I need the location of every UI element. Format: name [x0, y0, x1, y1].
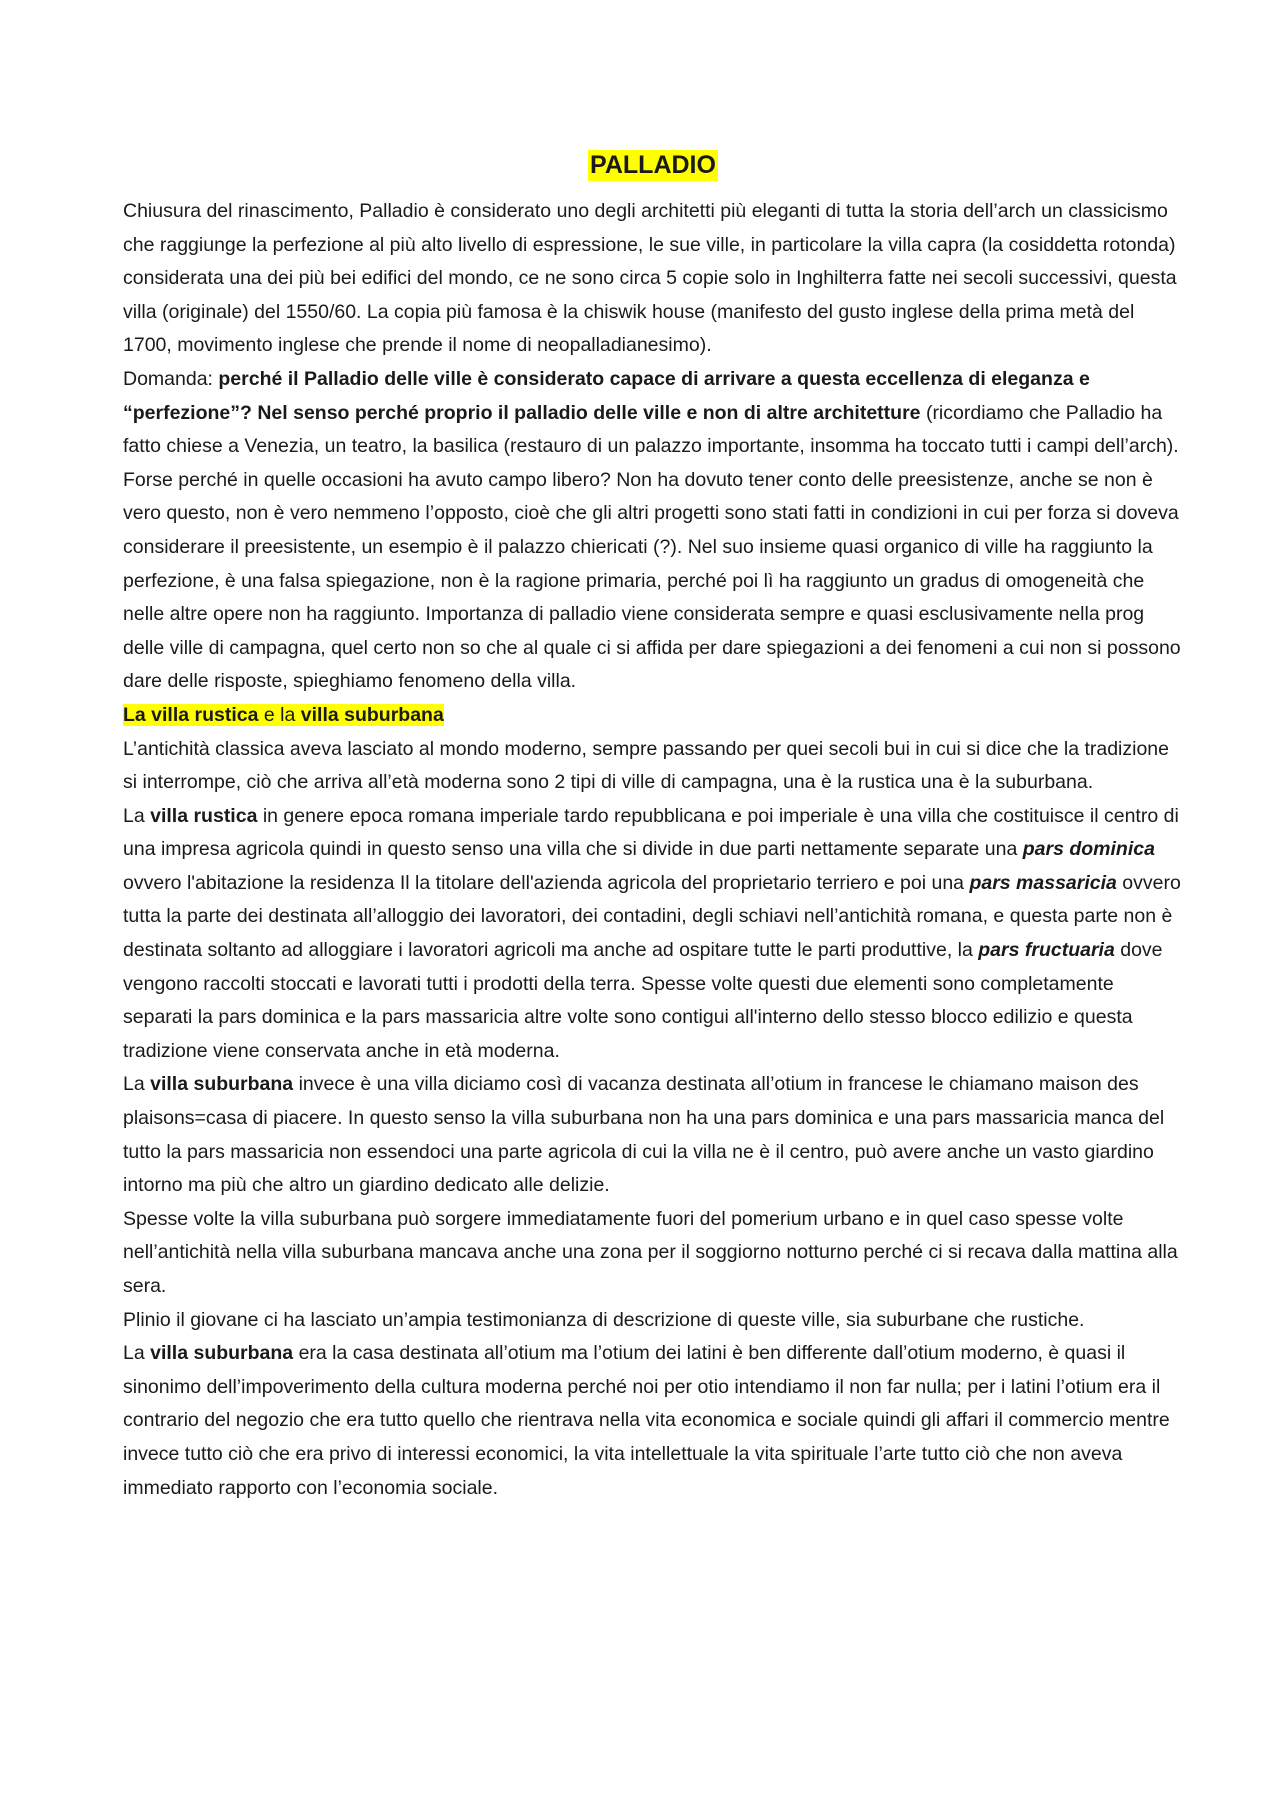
p4-c: in genere epoca romana imperiale tardo repubblicana e poi imperiale è una villa che costituisce il centro di una impresa agricola quindi in questo senso una villa che si divide in due parti nettamente separate una — [123, 804, 1179, 861]
p4-a: La — [123, 804, 151, 827]
paragraph-villa-suburbana — [123, 1068, 1183, 1202]
term-pars-fructuaria: pars fructuaria — [978, 939, 1115, 962]
p5-a: La — [123, 1073, 151, 1096]
paragraph-plinio: Plinio il giovane ci ha lasciato un’ampia testimonianza di descrizione di queste ville, sia suburbane che rustiche. — [123, 1308, 1085, 1331]
term-pars-dominica: pars dominica — [1022, 838, 1155, 861]
question-rest: (ricordiamo che Palladio ha fatto chiese a Venezia, un teatro, la basilica (restauro di un palazzo importante, insomma ha toccato tutti i campi dell’arch). Forse perché in quelle occasioni ha avuto campo libero? Non ha dovuto tener conto delle preesistenze, anche se non è vero questo, non è vero nemmeno l’opposto, cioè che gli altri progetti sono stati fatti in condizioni in cui per forza si doveva considerare il preesistente, un esempio è il palazzo chiericati (?). Nel suo insieme quasi organico di ville ha raggiunto la perfezione, è una falsa spiegazione, non è la ragione primaria, perché poi lì ha raggiunto un gradus di omogeneità che nelle altre opere non ha raggiunto. Importanza di palladio viene considerata sempre e quasi esclusivamente nella prog delle ville di campagna, quel certo non so che al quale ci si affida per dare spiegazioni a dei fenomeni a cui non si possono dare delle risposte, spieghiamo fenomeno della villa. — [123, 401, 1181, 693]
page-title: PALLADIO — [590, 151, 716, 179]
p4-g: ovvero tutta la parte dei destinata all’alloggio dei lavoratori, dei contadini, degli schiavi nell’antichità romana, e questa parte non è destinata soltanto ad alloggiare i lavoratori agricoli ma anche ad ospitare tutte le parti produttive, la — [123, 871, 1181, 962]
p4-i: dove vengono raccolti stoccati e lavorati tutti i prodotti della terra. Spesse volte questi due elementi sono completamente separati la pars dominica e la pars massaricia altre volte sono contigui all'interno dello stesso blocco edilizio e questa tradizione viene conservata anche in età moderna. — [123, 939, 1163, 1062]
document-page — [123, 150, 1183, 1505]
term-villa-suburbana: villa suburbana — [150, 1073, 294, 1096]
title-wrap — [123, 150, 1183, 181]
section-heading — [123, 699, 1183, 733]
paragraph-villa-rustica — [123, 800, 1183, 1069]
question-bold: perché il Palladio delle ville è considerato capace di arrivare a questa eccellenza di eleganza e “perfezione”? Nel senso perché proprio il palladio delle ville e non di altre architetture — [123, 367, 1090, 424]
heading-villa-suburbana: villa suburbana — [300, 703, 444, 726]
term-villa-suburbana-otium: villa suburbana — [150, 1342, 294, 1365]
paragraph-intro: Chiusura del rinascimento, Palladio è considerato uno degli architetti più eleganti di tutta la storia dell’arch un classicismo che raggiunge la perfezione al più alto livello di espressione, le sue ville, in particolare la villa capra (la cosiddetta rotonda) considerata una dei più bei edifici del mondo, ce ne sono circa 5 copie solo in Inghilterra fatte nei secoli successivi, questa villa (originale) del 1550/60. La copia più famosa è la chiswik house (manifesto del gusto inglese della prima metà del 1700, movimento inglese che prende il nome di neopalladianesimo). — [123, 200, 1177, 357]
heading-connector: e la — [258, 703, 301, 726]
question-lead: Domanda: — [123, 367, 219, 390]
p5-c: invece è una villa diciamo così di vacanza destinata all’otium in francese le chiamano maison des plaisons=casa di piacere. In questo senso la villa suburbana non ha una pars dominica e una pars massaricia manca del tutto la pars massaricia non essendoci una parte agricola di cui la villa ne è il centro, può avere anche un vasto giardino intorno ma più che altro un giardino dedicato alle delizie. — [123, 1073, 1165, 1197]
heading-villa-rustica: La villa rustica — [123, 703, 259, 726]
paragraph-pomerium: Spesse volte la villa suburbana può sorgere immediatamente fuori del pomerium urbano e in quel caso spesse volte nell’antichità nella villa suburbana mancava anche una zona per il soggiorno notturno perché ci si recava dalla mattina alla sera. — [123, 1207, 1178, 1297]
paragraph-question — [123, 363, 1183, 699]
paragraph-otium — [123, 1337, 1183, 1505]
section-heading-highlight — [123, 704, 444, 726]
term-pars-massaricia: pars massaricia — [969, 871, 1117, 894]
p8-a: La — [123, 1342, 151, 1365]
paragraph-antiquity: L’antichità classica aveva lasciato al mondo moderno, sempre passando per quei secoli bui in cui si dice che la tradizione si interrompe, ciò che arriva all’età moderna sono 2 tipi di ville di campagna, una è la rustica una è la suburbana. — [123, 737, 1170, 794]
p8-c: era la casa destinata all’otium ma l’otium dei latini è ben differente dall’otium moderno, è quasi il sinonimo dell’impoverimento della cultura moderna perché noi per otio intendiamo il non far nulla; per i latini l’otium era il contrario del negozio che era tutto quello che rientrava nella vita economica e sociale quindi gli affari il commercio mentre invece tutto ciò che era privo di interessi economici, la vita intellettuale la vita spirituale l’arte tutto ciò che non aveva immediato rapporto con l’economia sociale. — [123, 1342, 1170, 1499]
term-villa-rustica: villa rustica — [150, 804, 258, 827]
p4-e: ovvero l'abitazione la residenza Il la titolare dell'azienda agricola del proprietario terriero e poi una — [123, 871, 970, 894]
